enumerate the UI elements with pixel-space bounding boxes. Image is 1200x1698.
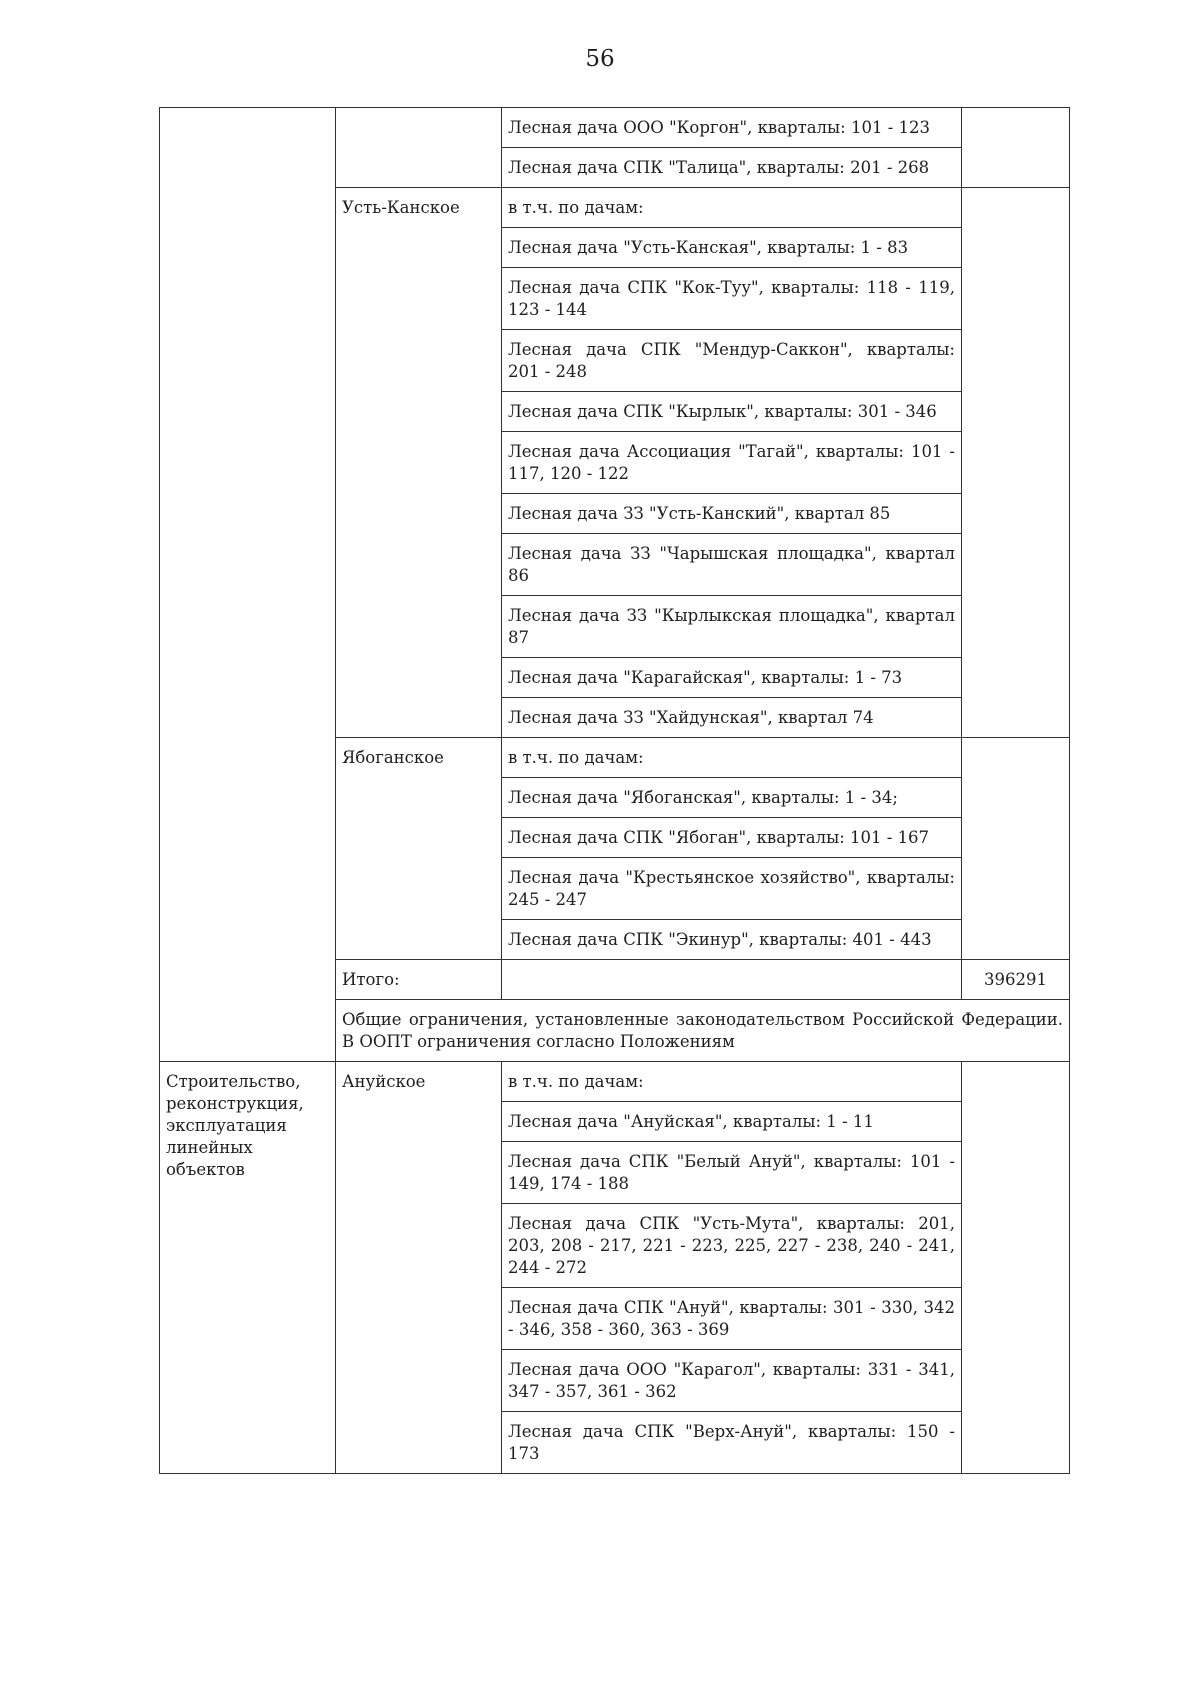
area-cell-empty <box>962 738 1070 960</box>
dacha-cell: Лесная дача СПК "Белый Ануй", кварталы: 101 - 149, 174 - 188 <box>502 1142 962 1204</box>
table-row <box>160 1062 1070 1102</box>
dacha-cell: Лесная дача СПК "Ябоган", кварталы: 101 - 167 <box>502 818 962 858</box>
total-dacha-empty <box>502 960 962 1000</box>
forest-areas-table <box>159 107 1070 1474</box>
dacha-cell: Лесная дача "Ябоганская", кварталы: 1 - 34; <box>502 778 962 818</box>
table-row <box>160 108 1070 148</box>
area-cell-empty <box>962 108 1070 188</box>
dacha-cell: Лесная дача ЗЗ "Кырлыкская площадка", квартал 87 <box>502 596 962 658</box>
total-value: 396291 <box>962 960 1070 1000</box>
dacha-cell: Лесная дача "Ануйская", кварталы: 1 - 11 <box>502 1102 962 1142</box>
forestry-name-anuyskoe: Ануйское <box>336 1062 502 1474</box>
restrictions-notice: Общие ограничения, установленные законодательством Российской Федерации. В ООПТ ограничения согласно Положениям <box>336 1000 1070 1062</box>
dacha-header: в т.ч. по дачам: <box>502 738 962 778</box>
forestry-name-yaboganskoe: Ябоганское <box>336 738 502 960</box>
dacha-cell: Лесная дача ООО "Карагол", кварталы: 331 - 341, 347 - 357, 361 - 362 <box>502 1350 962 1412</box>
dacha-cell: Лесная дача СПК "Кырлык", кварталы: 301 - 346 <box>502 392 962 432</box>
area-cell-empty <box>962 1062 1070 1474</box>
dacha-cell: Лесная дача ЗЗ "Чарышская площадка", квартал 86 <box>502 534 962 596</box>
dacha-cell: Лесная дача ЗЗ "Усть-Канский", квартал 85 <box>502 494 962 534</box>
dacha-cell: Лесная дача СПК "Ануй", кварталы: 301 - 330, 342 - 346, 358 - 360, 363 - 369 <box>502 1288 962 1350</box>
dacha-cell: Лесная дача "Карагайская", кварталы: 1 - 73 <box>502 658 962 698</box>
dacha-cell: Лесная дача СПК "Талица", кварталы: 201 - 268 <box>502 148 962 188</box>
forestry-cell-empty <box>336 108 502 188</box>
dacha-cell: Лесная дача ЗЗ "Хайдунская", квартал 74 <box>502 698 962 738</box>
area-cell-empty <box>962 188 1070 738</box>
forestry-name-ust-kanskoe: Усть-Канское <box>336 188 502 738</box>
dacha-header: в т.ч. по дачам: <box>502 1062 962 1102</box>
dacha-cell: Лесная дача СПК "Экинур", кварталы: 401 - 443 <box>502 920 962 960</box>
activity-cell: Строительство, реконструкция, эксплуатация линейных объектов <box>160 1062 336 1474</box>
dacha-cell: Лесная дача СПК "Мендур-Саккон", кварталы: 201 - 248 <box>502 330 962 392</box>
dacha-cell: Лесная дача "Крестьянское хозяйство", кварталы: 245 - 247 <box>502 858 962 920</box>
dacha-cell: Лесная дача ООО "Коргон", кварталы: 101 - 123 <box>502 108 962 148</box>
dacha-cell: Лесная дача "Усть-Канская", кварталы: 1 - 83 <box>502 228 962 268</box>
dacha-cell: Лесная дача СПК "Кок-Туу", кварталы: 118 - 119, 123 - 144 <box>502 268 962 330</box>
dacha-cell: Лесная дача СПК "Усть-Мута", кварталы: 201, 203, 208 - 217, 221 - 223, 225, 227 - 238, 240 - 241, 244 - 272 <box>502 1204 962 1288</box>
total-label: Итого: <box>336 960 502 1000</box>
dacha-cell: Лесная дача Ассоциация "Тагай", кварталы: 101 - 117, 120 - 122 <box>502 432 962 494</box>
page-number: 56 <box>585 46 615 72</box>
dacha-header: в т.ч. по дачам: <box>502 188 962 228</box>
activity-cell-empty <box>160 108 336 1062</box>
dacha-cell: Лесная дача СПК "Верх-Ануй", кварталы: 150 - 173 <box>502 1412 962 1474</box>
